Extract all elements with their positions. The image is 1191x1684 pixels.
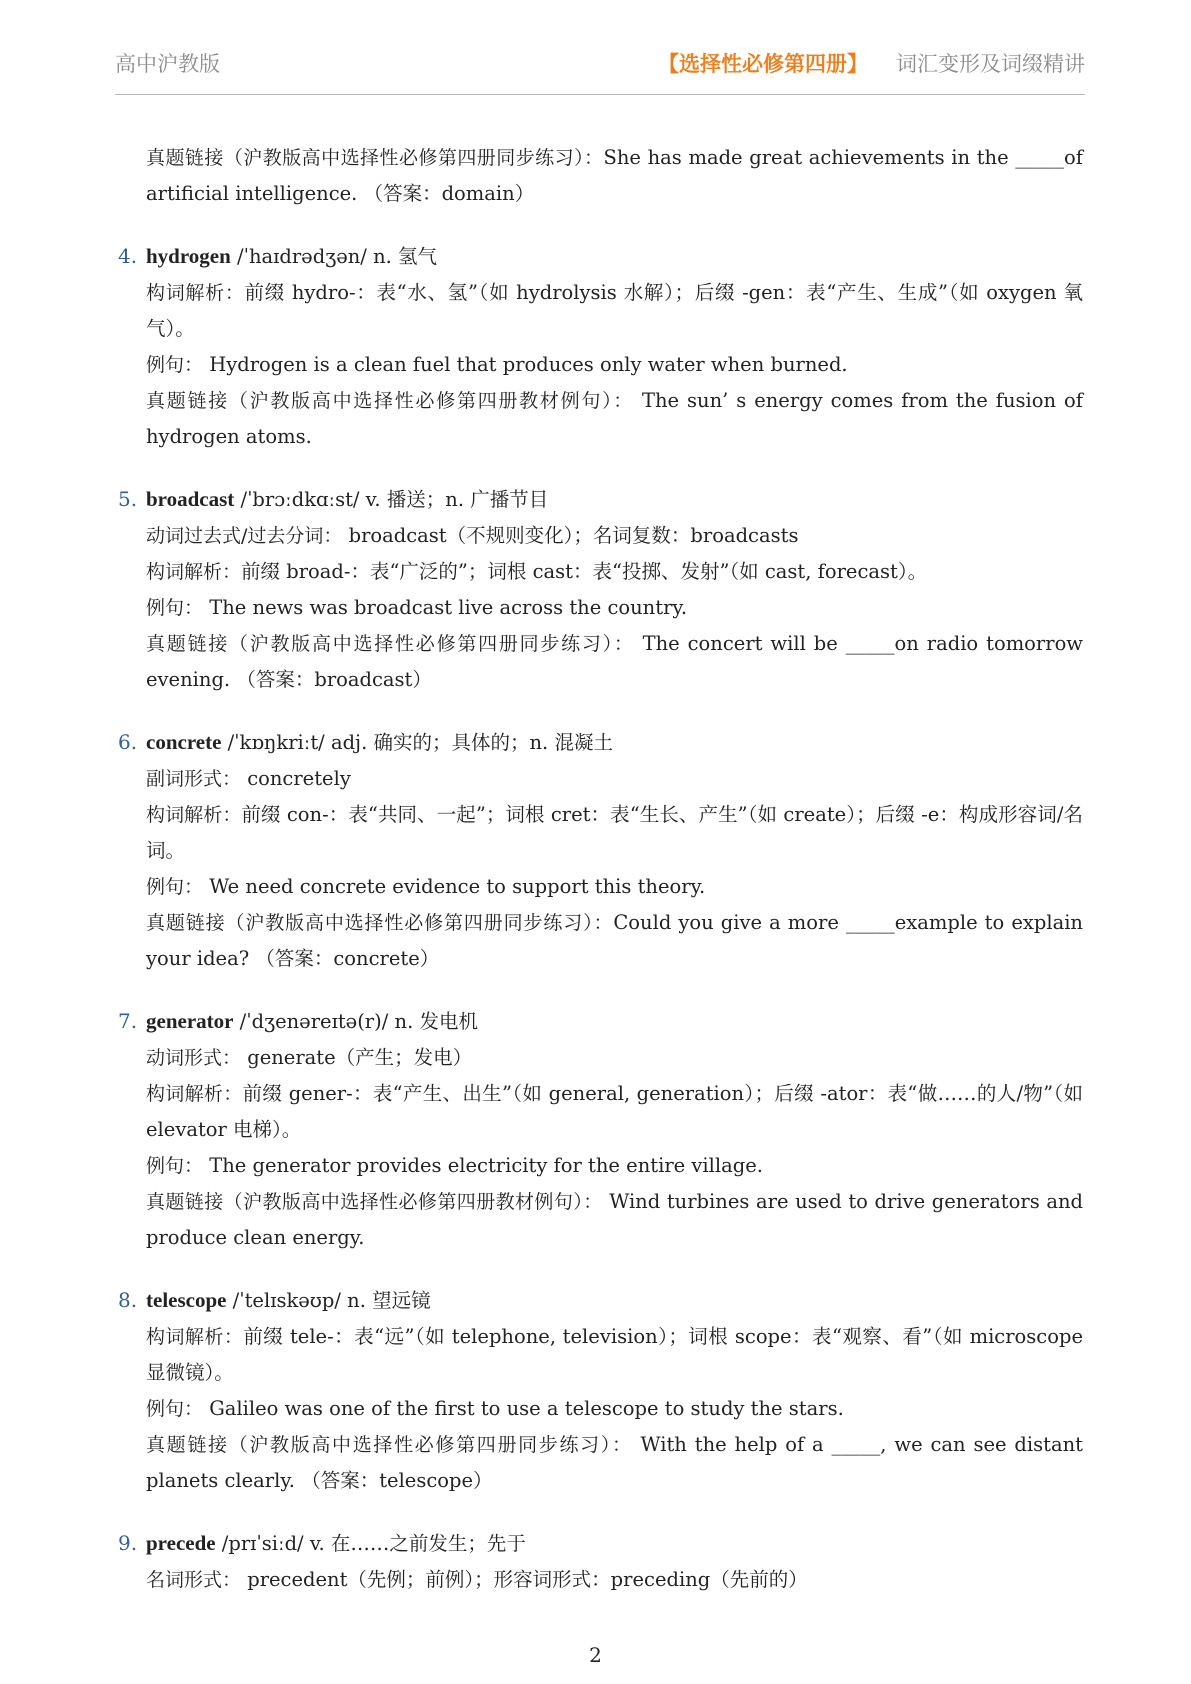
entry-headline [118,1003,1083,1040]
line-label: 真题链接（沪教版高中选择性必修第四册同步练习）： [146,633,635,655]
entry-line [118,347,1083,383]
entry-pron-def: /ˈtelɪskəʊp/ n. 望远镜 [226,1289,431,1312]
line-label: 构词解析： [146,282,245,304]
entry-headline [118,238,1083,275]
entry-word: precede [146,1531,216,1555]
line-text: generate（产生；发电） [241,1046,473,1069]
line-text: The sun’ s energy comes from the fusion of hydrogen atoms. [146,389,1083,448]
line-text: 前缀 con-：表“共同、一起”；词根 cret：表“生长、产生”（如 create）；后缀 -e：构成形容词/名词。 [146,803,1083,862]
entry-word: telescope [146,1288,227,1312]
vocab-entry-concrete [118,724,1083,977]
line-text: Could you give a more _____example to explain your idea? （答案：concrete） [146,911,1083,970]
line-label: 构词解析： [146,1326,244,1348]
entry-number: 8. [118,1288,138,1312]
header-right [658,48,1085,78]
entry-line [118,626,1083,698]
entry-pron-def: /prɪˈsiːd/ v. 在……之前发生；先于 [215,1532,526,1555]
page-content [118,140,1083,1624]
entry-word: concrete [146,730,222,754]
entry-line [118,1427,1083,1499]
entry-number: 5. [118,487,138,511]
header-edition: 高中沪教版 [115,52,220,76]
line-label: 构词解析： [146,804,242,826]
line-text: broadcast（不规则变化）；名词复数：broadcasts [342,524,799,547]
entry-number: 4. [118,244,138,268]
entry-word: hydrogen [146,244,231,268]
line-text: Hydrogen is a clean fuel that produces only water when burned. [203,353,848,376]
entry-line [118,518,1083,554]
line-label: 例句： [146,1398,204,1420]
entry-headline [118,724,1083,761]
line-text: Wind turbines are used to drive generators and produce clean energy. [146,1190,1083,1249]
line-label: 副词形式： [146,768,242,790]
vocab-entry-precede [118,1525,1083,1598]
line-label: 真题链接（沪教版高中选择性必修第四册教材例句）： [146,1191,603,1213]
line-text: 前缀 hydro-：表“水、氢”（如 hydrolysis 水解）；后缀 -gen：表“产生、生成”（如 oxygen 氧气）。 [146,281,1083,340]
entry-headline [118,1525,1083,1562]
entry-line [118,1319,1083,1391]
line-text: The generator provides electricity for the entire village. [203,1154,763,1177]
entry-line [118,275,1083,347]
line-label: 例句： [146,1155,204,1177]
entry-line [118,554,1083,590]
line-label: 动词过去式/过去分词： [146,525,343,547]
entry-line [118,905,1083,977]
header-book: 【选择性必修第四册】 [658,51,868,76]
entry-headline [118,481,1083,518]
entry-line [118,1184,1083,1256]
entry-line [118,383,1083,455]
line-label: 例句： [146,597,204,619]
line-text: 前缀 broad-：表“广泛的”；词根 cast：表“投掷、发射”（如 cast, forecast）。 [241,560,928,583]
entry-line [118,1391,1083,1427]
line-text: The news was broadcast live across the country. [203,596,688,619]
vocab-entry-hydrogen [118,238,1083,455]
entry-word: generator [146,1009,234,1033]
line-label: 构词解析： [146,1083,243,1105]
line-label: 真题链接（沪教版高中选择性必修第四册同步练习）： [146,1434,633,1456]
entry-line [118,1076,1083,1148]
entry-number: 9. [118,1531,138,1555]
entry-pron-def: /ˈkɒŋkriːt/ adj. 确实的；具体的；n. 混凝土 [221,731,613,754]
line-label: 真题链接（沪教版高中选择性必修第四册教材例句）： [146,390,635,412]
lead-paragraph [118,140,1083,212]
entry-word: broadcast [146,487,235,511]
header-title: 词汇变形及词缀精讲 [896,52,1085,76]
line-label: 名词形式： [146,1569,242,1591]
line-text: 前缀 gener-：表“产生、出生”（如 general, generation）；后缀 -ator：表“做……的人/物”（如 elevator 电梯）。 [146,1082,1083,1141]
entry-line [118,761,1083,797]
line-label: 真题链接（沪教版高中选择性必修第四册同步练习）： [146,912,614,934]
entry-number: 6. [118,730,138,754]
line-label: 动词形式： [146,1047,242,1069]
line-text: concretely [241,767,351,790]
line-label: 构词解析： [146,561,242,583]
line-text: The concert will be _____on radio tomorrow evening. （答案：broadcast） [146,632,1084,691]
entry-headline [118,1282,1083,1319]
lead-text: She has made great achievements in the _____of artificial intelligence. （答案：domain） [146,146,1083,205]
line-label: 例句： [146,876,204,898]
line-text: Galileo was one of the first to use a telescope to study the stars. [203,1397,844,1420]
line-text: We need concrete evidence to support this theory. [203,875,706,898]
vocab-entry-broadcast [118,481,1083,698]
entry-line [118,590,1083,626]
entry-line [118,1562,1083,1598]
entry-pron-def: /ˈhaɪdrədʒən/ n. 氢气 [230,245,438,268]
vocab-entry-generator [118,1003,1083,1256]
entry-pron-def: /ˈdʒenəreɪtə(r)/ n. 发电机 [233,1010,478,1033]
line-text: With the help of a _____, we can see distant planets clearly. （答案：telescope） [146,1433,1083,1492]
line-label: 例句： [146,354,204,376]
entry-line [118,1040,1083,1076]
entry-number: 7. [118,1009,138,1033]
page-number: 2 [589,1643,602,1667]
entry-line [118,869,1083,905]
page-header [115,44,1085,95]
entry-line [118,797,1083,869]
entry-pron-def: /ˈbrɔːdkɑːst/ v. 播送；n. 广播节目 [234,488,549,511]
line-text: 前缀 tele-：表“远”（如 telephone, television）；词根 scope：表“观察、看”（如 microscope 显微镜）。 [146,1325,1083,1384]
line-text: precedent（先例；前例）；形容词形式：preceding（先前的） [241,1568,808,1591]
vocab-entry-telescope [118,1282,1083,1499]
lead-label: 真题链接（沪教版高中选择性必修第四册同步练习）： [146,147,604,169]
entry-line [118,1148,1083,1184]
